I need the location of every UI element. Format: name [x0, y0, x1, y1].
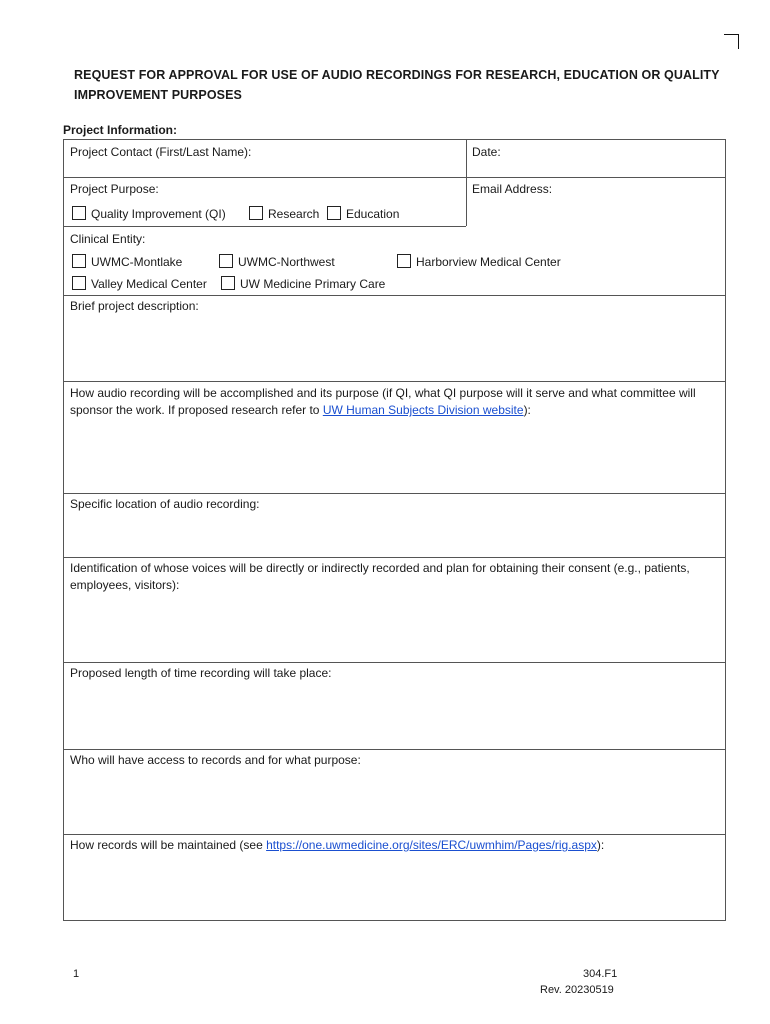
uwmc-montlake-label: UWMC-Montlake — [91, 255, 183, 269]
email-address-field[interactable]: Email Address: — [472, 182, 553, 196]
document-title: REQUEST FOR APPROVAL FOR USE OF AUDIO RECORDINGS FOR RESEARCH, EDUCATION OR QUALITY IMPROVEMENT PURPOSES — [74, 68, 720, 102]
section-label: Project Information: — [63, 123, 178, 137]
recording-length-field[interactable]: Proposed length of time recording will take place: — [70, 666, 332, 680]
valley-medical-label: Valley Medical Center — [91, 277, 207, 291]
uwmc-northwest-label: UWMC-Northwest — [238, 255, 335, 269]
brief-description-field[interactable]: Brief project description: — [70, 299, 199, 313]
divider — [64, 662, 725, 663]
divider — [64, 295, 725, 296]
date-field[interactable]: Date: — [472, 145, 501, 159]
records-maintenance-suffix: ): — [596, 838, 605, 852]
qi-checkbox[interactable] — [72, 206, 86, 220]
divider — [64, 226, 466, 227]
records-access-field[interactable]: Who will have access to records and for what purpose: — [70, 753, 361, 767]
recording-method-suffix: ): — [523, 403, 531, 417]
primary-care-label: UW Medicine Primary Care — [240, 277, 386, 291]
revision-label: Rev. 20230519 — [540, 984, 614, 996]
clinical-entity-label: Clinical Entity: — [70, 232, 146, 246]
uwmc-northwest-checkbox[interactable] — [219, 254, 233, 268]
qi-option-label: Quality Improvement (QI) — [91, 207, 226, 221]
recording-method-field[interactable] — [70, 385, 720, 419]
recording-location-field[interactable]: Specific location of audio recording: — [70, 497, 260, 511]
project-information-form — [63, 139, 726, 921]
form-code: 304.F1 — [583, 968, 618, 980]
education-checkbox[interactable] — [327, 206, 341, 220]
divider — [64, 493, 725, 494]
voices-consent-field[interactable]: Identification of whose voices will be directly or indirectly recorded and plan for obtaining their consent (e.g., patients, employees, visitors): — [70, 561, 690, 592]
primary-care-checkbox[interactable] — [221, 276, 235, 290]
divider — [64, 749, 725, 750]
divider — [64, 834, 725, 835]
divider — [64, 381, 725, 382]
valley-medical-checkbox[interactable] — [72, 276, 86, 290]
uwmc-montlake-checkbox[interactable] — [72, 254, 86, 268]
records-maintenance-field[interactable] — [70, 837, 604, 854]
divider — [64, 557, 725, 558]
records-guideline-link[interactable]: https://one.uwmedicine.org/sites/ERC/uwmhim/Pages/rig.aspx — [266, 838, 597, 852]
recording-method-text: How audio recording will be accomplished and its purpose (if QI, what QI purpose will it serve and what committee will sponsor the work. If proposed research refer to — [70, 386, 696, 417]
education-option-label: Education — [346, 207, 400, 221]
project-contact-field[interactable]: Project Contact (First/Last Name): — [70, 145, 252, 159]
corner-mark — [724, 34, 739, 49]
divider — [64, 177, 725, 178]
project-purpose-label: Project Purpose: — [70, 182, 159, 196]
research-option-label: Research — [268, 207, 320, 221]
harborview-label: Harborview Medical Center — [416, 255, 561, 269]
column-divider — [466, 140, 467, 226]
research-checkbox[interactable] — [249, 206, 263, 220]
hsd-website-link[interactable]: UW Human Subjects Division website — [322, 403, 524, 417]
harborview-checkbox[interactable] — [397, 254, 411, 268]
page-number: 1 — [73, 968, 80, 980]
records-maintenance-prefix: How records will be maintained (see — [70, 838, 263, 852]
